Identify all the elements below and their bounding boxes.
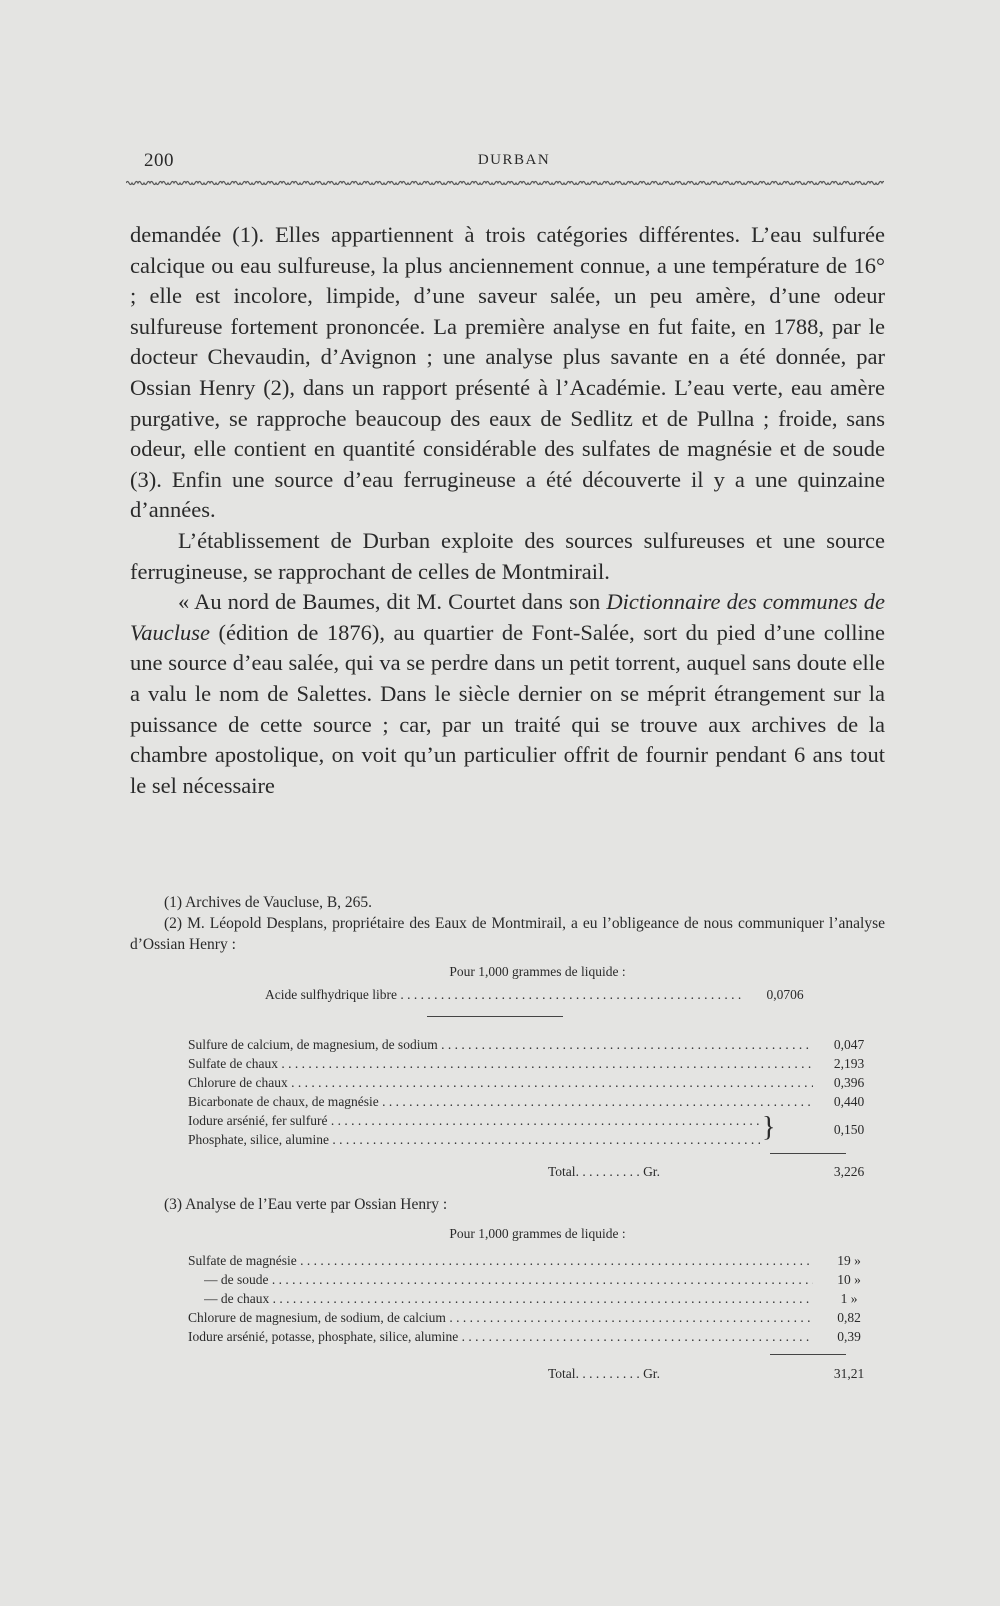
row-value: 0,047 <box>813 1035 885 1054</box>
row-label: Chlorure de magnesium, de sodium, de calcium <box>188 1310 446 1325</box>
page-number: 200 <box>144 150 174 171</box>
row-value: 0,0706 <box>745 985 825 1004</box>
footnotes <box>130 892 885 955</box>
row-label: Chlorure de chaux <box>188 1075 288 1090</box>
row-label: — de soude <box>204 1272 269 1287</box>
row-value: 0,39 <box>813 1327 885 1346</box>
row-value: 10 » <box>813 1270 885 1289</box>
sum-rule <box>770 1153 846 1154</box>
paragraph <box>130 587 885 801</box>
table-row <box>130 1073 885 1092</box>
table-row <box>130 1092 885 1111</box>
total-row: Total. . . . . . . . . . Gr. 3,226 <box>130 1162 885 1181</box>
table-row <box>130 985 885 1004</box>
table-caption: Pour 1,000 grammes de liquide : <box>449 1226 626 1241</box>
row-label: Phosphate, silice, alumine <box>188 1132 329 1147</box>
table-row <box>130 1251 885 1270</box>
row-value: 0,82 <box>813 1308 885 1327</box>
row-value: 19 » <box>813 1251 885 1270</box>
paragraph-text: « Au nord de Baumes, dit M. Courtet dans son <box>178 589 607 615</box>
footnote-3: (3) Analyse de l’Eau verte par Ossian Henry : <box>164 1196 448 1213</box>
row-label: — de chaux <box>204 1291 270 1306</box>
total-label: Total <box>548 1164 576 1179</box>
book-title: Dictionnaire des communes de Vaucluse <box>130 589 885 645</box>
brace-symbol: } <box>762 1112 776 1143</box>
braced-value: 0,150 <box>833 1122 865 1137</box>
table-row <box>130 1270 885 1289</box>
row-label: Sulfate de chaux <box>188 1056 278 1071</box>
row-value: 2,193 <box>813 1054 885 1073</box>
total-value: 31,21 <box>813 1364 885 1383</box>
total-row: Total. . . . . . . . . . Gr. 31,21 <box>130 1364 885 1383</box>
row-label: Sulfure de calcium, de magnesium, de sodium <box>188 1037 438 1052</box>
row-label: Bicarbonate de chaux, de magnésie <box>188 1094 379 1109</box>
paragraph: demandée (1). Elles appartiennent à trois catégories différentes. L’eau sulfurée calcique ou eau sulfureuse, la plus anciennement connue, a une température de 16° ; elle est incolore, limpide, d’une saveur salée, un peu amère, d’une odeur sulfureuse fortement prononcée. La première analyse en fut faite, en 1788, par le docteur Chevaudin, d’Avignon ; une analyse plus savante en a été donnée, par Ossian Henry (2), dans un rapport présenté à l’Académie. L’eau verte, eau amère purgative, se rapproche beaucoup des eaux de Sedlitz et de Pullna ; froide, sans odeur, elle contient en quantité considérable des sulfates de magnésie et de soude (3). Enfin une source d’eau ferrugineuse a été découverte il y a une quinzaine d’années. <box>130 222 885 523</box>
total-value: 3,226 <box>813 1162 885 1181</box>
table-caption: Pour 1,000 grammes de liquide : <box>449 964 626 979</box>
row-label: Acide sulfhydrique libre <box>265 987 397 1002</box>
total-unit: Gr. <box>643 1366 660 1381</box>
analysis-table-2 <box>130 1224 885 1381</box>
table-row <box>130 1054 885 1073</box>
row-label: Sulfate de magnésie <box>188 1253 297 1268</box>
row-value: 0,440 <box>813 1092 885 1111</box>
footnote-2: (2) M. Léopold Desplans, propriétaire des Eaux de Montmirail, a eu l’obligeance de nous communiquer l’analyse d’Ossian Henry : <box>130 915 885 953</box>
divider <box>427 1016 563 1017</box>
footnotes-continued <box>130 1194 885 1215</box>
analysis-table-1 <box>130 962 885 1179</box>
paragraph: L’établissement de Durban exploite des sources sulfureuses et une source ferrugineuse, se rapprochant de celles de Montmirail. <box>130 527 885 584</box>
sum-rule <box>770 1354 846 1355</box>
table-row <box>130 1289 885 1308</box>
paragraph-text: (édition de 1876), au quartier de Font-Salée, sort du pied d’une colline une source d’eau salée, qui va se perdre dans un petit torrent, auquel sans doute elle a valu le nom de Salettes. Dans le siècle dernier on se méprit étrangement sur la puissance de cette source ; car, par un traité qui se trouve aux archives de la chambre apostolique, on voit qu’un particulier offrit de fournir pendant 6 ans tout le sel nécessaire <box>130 619 885 798</box>
table-row <box>130 1308 885 1327</box>
main-text <box>130 220 885 801</box>
running-head: DURBAN <box>477 152 551 168</box>
footnote-1: (1) Archives de Vaucluse, B, 265. <box>164 894 373 911</box>
row-value: 1 » <box>813 1289 885 1308</box>
row-label: Iodure arsénié, fer sulfuré <box>188 1113 328 1128</box>
page-header <box>144 150 884 174</box>
table-row <box>130 1327 885 1346</box>
table-row <box>130 1035 885 1054</box>
row-label: Iodure arsénié, potasse, phosphate, silice, alumine <box>188 1329 459 1344</box>
total-unit: Gr. <box>643 1164 660 1179</box>
total-label: Total <box>548 1366 576 1381</box>
wavy-rule-ornament <box>126 179 884 187</box>
row-value: 0,396 <box>813 1073 885 1092</box>
